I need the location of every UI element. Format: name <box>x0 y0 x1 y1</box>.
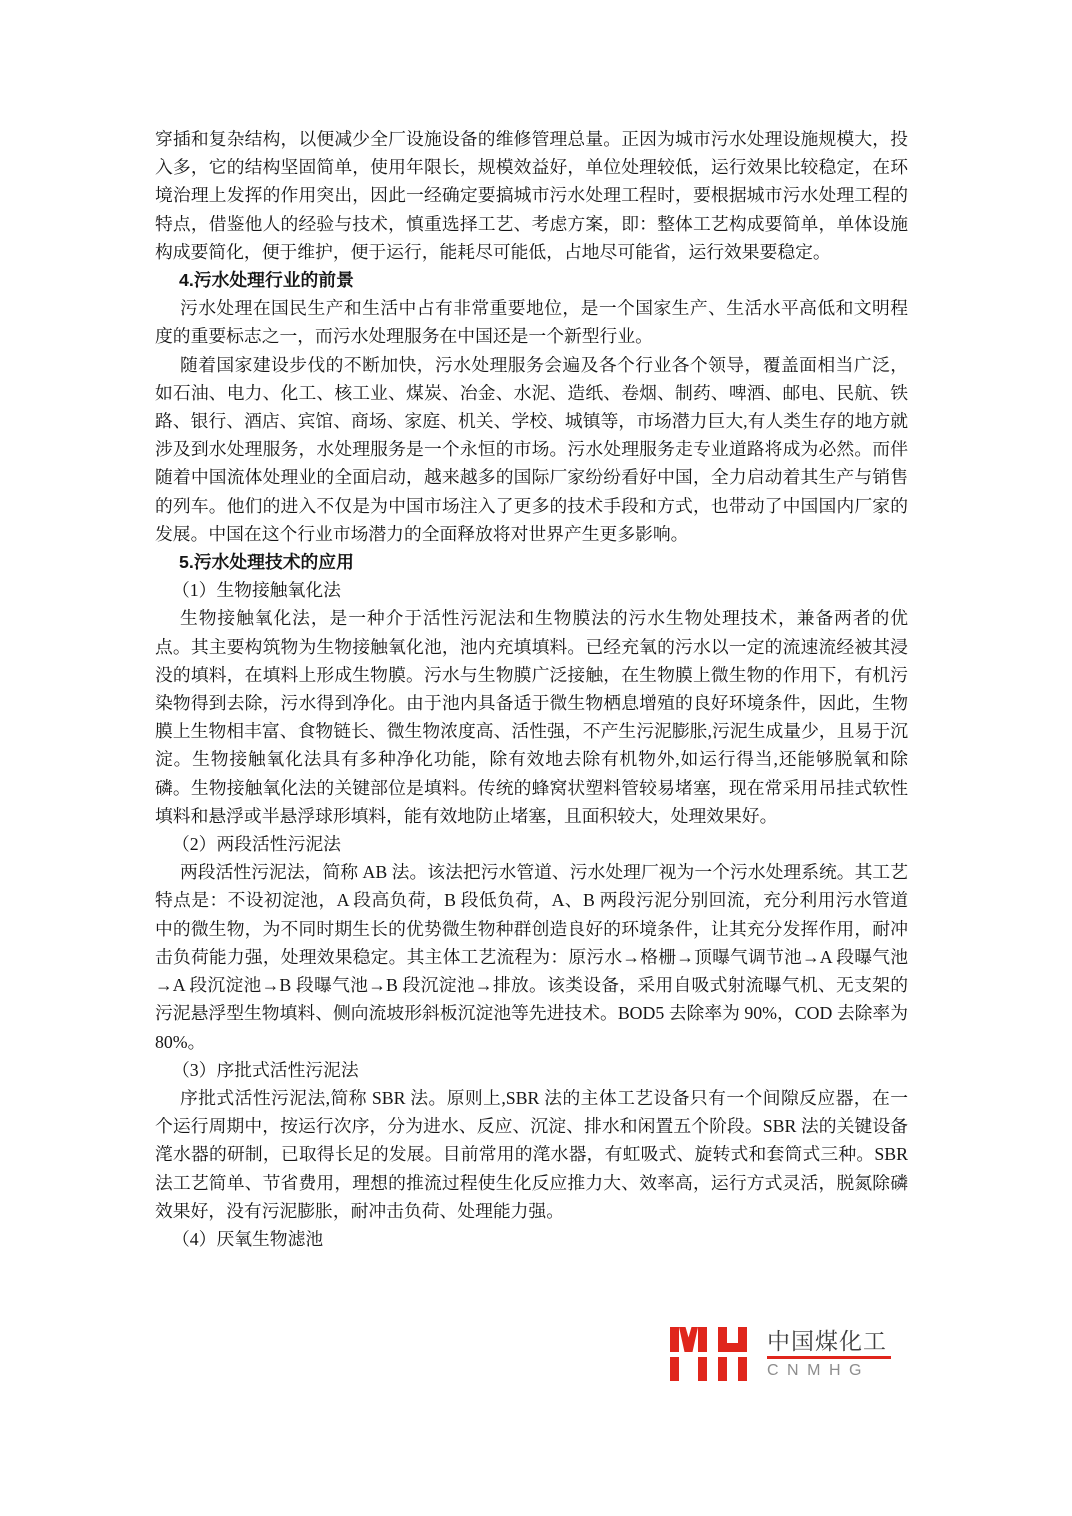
logo-company-abbr: CNMHG <box>767 1362 870 1379</box>
sub-heading: （1）生物接触氧化法 <box>172 580 341 601</box>
logo-divider <box>767 1356 891 1359</box>
sub-heading: （2）两段活性污泥法 <box>172 834 341 855</box>
sub-heading: （4）厌氧生物滤池 <box>172 1228 324 1249</box>
section-heading: 5.污水处理技术的应用 <box>179 552 354 573</box>
sub-heading: （3）序批式活性污泥法 <box>172 1059 359 1080</box>
document-body <box>155 125 908 1253</box>
company-logo <box>670 1327 891 1382</box>
paragraph: 两段活性污泥法，简称 AB 法。该法把污水管道、污水处理厂视为一个污水处理系统。其工艺特点是：不设初淀池，A 段高负荷，B 段低负荷，A、B 两段污泥分别回流，充分利用污水管道中的微生物，为不同时期生长的优势微生物种群创造良好的环境条件，让其充分发挥作用，耐冲击负荷能力强，处理效果稳定。其主体工艺流程为：原污水→格栅→顶曝气调节池→A 段曝气池→A 段沉淀池→B 段曝气池→B 段沉淀池→排放。该类设备，采用自吸式射流曝气机、无支架的污泥悬浮型生物填料、侧向流坡形斜板沉淀池等先进技术。BOD5 去除率为 90%，COD 去除率为 80%。 <box>155 862 908 1052</box>
paragraph: 生物接触氧化法，是一种介于活性污泥法和生物膜法的污水生物处理技术，兼备两者的优点。其主要构筑物为生物接触氧化池，池内充填填料。已经充氧的污水以一定的流速流经被其浸没的填料，在填料上形成生物膜。污水与生物膜广泛接触，在生物膜上微生物的作用下，有机污染物得到去除，污水得到净化。由于池内具备适于微生物栖息增殖的良好环境条件，因此，生物膜上生物相丰富、食物链长、微生物浓度高、活性强，不产生污泥膨胀,污泥生成量少，且易于沉淀。生物接触氧化法具有多种净化功能，除有效地去除有机物外,如运行得当,还能够脱氧和除磷。生物接触氧化法的关键部位是填料。传统的蜂窝状塑料管较易堵塞，现在常采用吊挂式软性填料和悬浮或半悬浮球形填料，能有效地防止堵塞，且面积较大，处理效果好。 <box>155 608 908 826</box>
logo-text-block <box>767 1327 891 1379</box>
logo-company-name: 中国煤化工 <box>767 1328 887 1354</box>
paragraph: 序批式活性污泥法,简称 SBR 法。原则上,SBR 法的主体工艺设备只有一个间隙反应器，在一个运行周期中，按运行次序，分为进水、反应、沉淀、排水和闲置五个阶段。SBR 法的关键设备滗水器的研制，已取得长足的发展。目前常用的滗水器，有虹吸式、旋转式和套筒式三种。SBR 法工艺简单、节省费用，理想的推流过程使生化反应推力大、效率高，运行方式灵活，脱氮除磷效果好，没有污泥膨胀，耐冲击负荷、处理能力强。 <box>155 1087 908 1221</box>
cnmhg-logo-mark-icon <box>670 1327 748 1382</box>
paragraph: 污水处理在国民生产和生活中占有非常重要地位，是一个国家生产、生活水平高低和文明程度的重要标志之一，而污水处理服务在中国还是一个新型行业。 <box>155 298 908 347</box>
paragraph: 穿插和复杂结构，以便减少全厂设施设备的维修管理总量。正因为城市污水处理设施规模大，投入多，它的结构坚固简单，使用年限长，规模效益好，单位处理较低，运行效果比较稳定，在环境治理上发挥的作用突出，因此一经确定要搞城市污水处理工程时，要根据城市污水处理工程的特点，借鉴他人的经验与技术，慎重选择工艺、考虑方案，即：整体工艺构成要简单，单体设施构成要简化，便于维护，便于运行，能耗尽可能低，占地尽可能省，运行效果要稳定。 <box>155 129 908 262</box>
section-heading: 4.污水处理行业的前景 <box>179 270 354 291</box>
paragraph: 随着国家建设步伐的不断加快，污水处理服务会遍及各个行业各个领导，覆盖面相当广泛，如石油、电力、化工、核工业、煤炭、冶金、水泥、造纸、卷烟、制药、啤酒、邮电、民航、铁路、银行、酒店、宾馆、商场、家庭、机关、学校、城镇等，市场潜力巨大,有人类生存的地方就涉及到水处理服务，水处理服务是一个永恒的市场。污水处理服务走专业道路将成为必然。而伴随着中国流体处理业的全面启动，越来越多的国际厂家纷纷看好中国，全力启动着其生产与销售的列车。他们的进入不仅是为中国市场注入了更多的技术手段和方式，也带动了中国国内厂家的发展。中国在这个行业市场潜力的全面释放将对世界产生更多影响。 <box>155 354 908 544</box>
